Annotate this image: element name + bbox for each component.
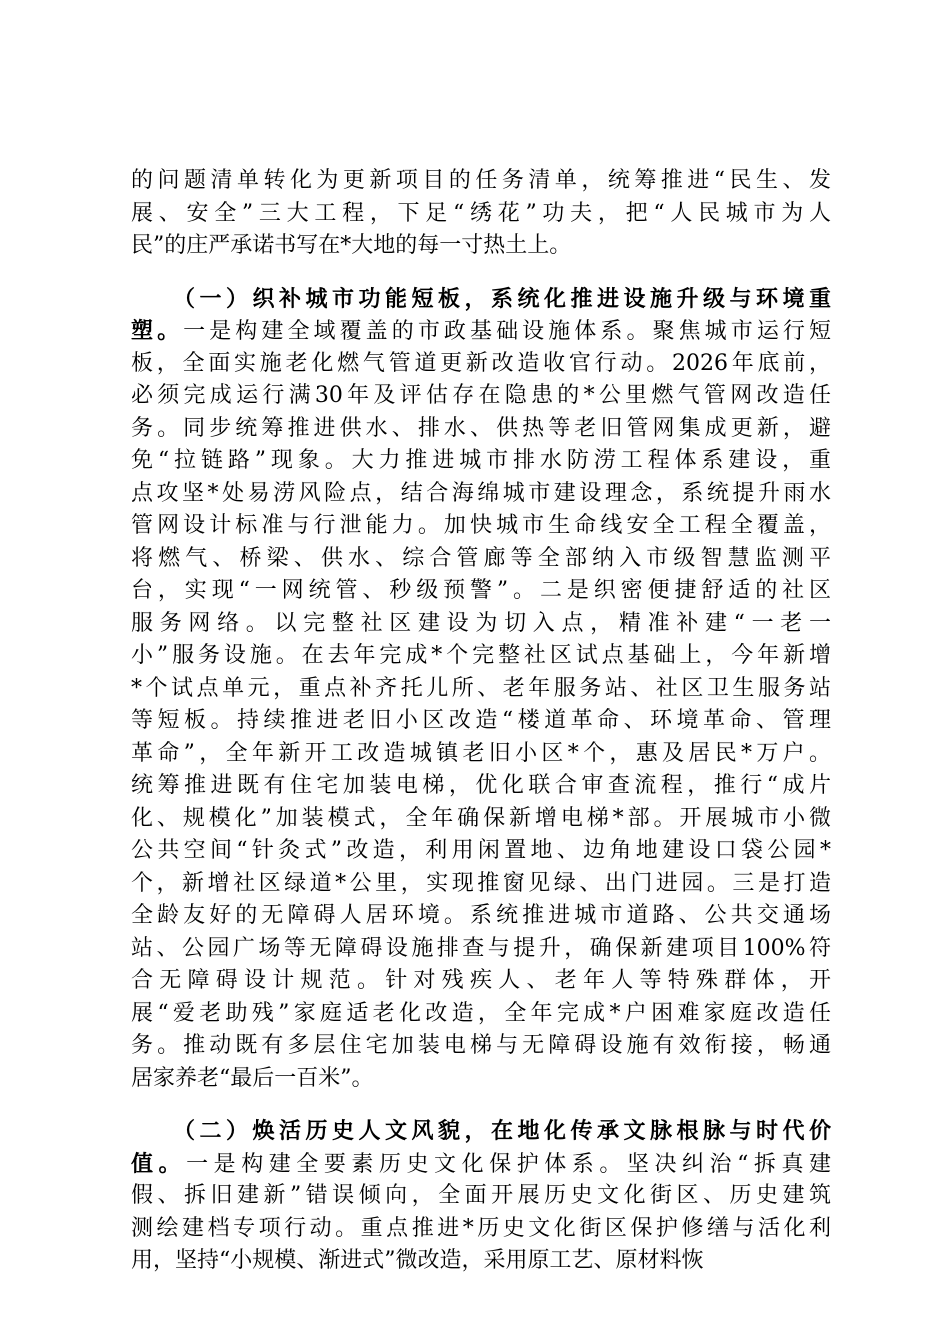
body-text: 公共空间“针灸式”改造，利用闲置地、边角地建设口袋公园* bbox=[131, 838, 831, 863]
body-text: 服务网络。以完整社区建设为切入点，精准补建“一老一 bbox=[131, 610, 831, 636]
text-line bbox=[131, 640, 831, 673]
body-text: 等短板。持续推进老旧小区改造“楼道革命、环境革命、管理 bbox=[131, 708, 831, 733]
body-text: 合无障碍设计规范。针对残疾人、老年人等特殊群体，开 bbox=[131, 968, 831, 993]
text-line bbox=[131, 575, 831, 608]
body-text: 用，坚持“小规模、渐进式”微改造，采用原工艺、原材料恢 bbox=[131, 1248, 704, 1273]
text-line bbox=[131, 1063, 831, 1096]
body-text: 化、规模化”加装模式，全年确保新增电梯*部。开展城市小微 bbox=[131, 805, 831, 831]
text-line bbox=[131, 230, 831, 263]
body-text: 点攻坚*处易涝风险点，结合海绵城市建设理念，系统提升雨水 bbox=[131, 480, 831, 506]
body-text: 免“拉链路”现象。大力推进城市排水防涝工程体系建设，重 bbox=[131, 448, 831, 473]
text-line bbox=[131, 348, 831, 381]
body-text: 革命”，全年新开工改造城镇老旧小区*个，惠及居民*万户。 bbox=[131, 740, 831, 766]
text-line bbox=[131, 933, 831, 966]
body-text: 将燃气、桥梁、供水、综合管廊等全部纳入市级智慧监测平 bbox=[131, 545, 831, 571]
text-line bbox=[131, 315, 831, 348]
text-line bbox=[131, 705, 831, 738]
paragraph bbox=[131, 283, 831, 1096]
body-text: 居家养老“最后一百米”。 bbox=[131, 1065, 374, 1091]
body-text: 台，实现“一网统管、秒级预警”。二是织密便捷舒适的社区 bbox=[131, 578, 831, 603]
body-text: 小”服务设施。在去年完成*个完整社区试点基础上，今年新增 bbox=[131, 643, 831, 668]
paragraph bbox=[131, 165, 831, 263]
text-line bbox=[131, 738, 831, 771]
text-line bbox=[131, 380, 831, 413]
body-text: 一是构建全要素历史文化保护体系。坚决纠治“拆真建 bbox=[186, 1151, 831, 1177]
body-text: 站、公园广场等无障碍设施排查与提升，确保新建项目100%符 bbox=[131, 935, 831, 961]
body-text: 全龄友好的无障碍人居环境。系统推进城市道路、公共交通场 bbox=[131, 903, 831, 928]
bold-heading-text: （一）织补城市功能短板，系统化推进设施升级与环境重 bbox=[131, 285, 831, 312]
body-text: 的问题清单转化为更新项目的任务清单，统筹推进“民生、发 bbox=[131, 168, 831, 193]
body-text: 管网设计标准与行泄能力。加快城市生命线安全工程全覆盖， bbox=[131, 513, 831, 538]
body-text: 民”的庄严承诺书写在*大地的每一寸热土上。 bbox=[131, 233, 572, 258]
body-text: 个，新增社区绿道*公里，实现推窗见绿、出门进园。三是打造 bbox=[131, 870, 831, 896]
text-line bbox=[131, 543, 831, 576]
body-text: 假、拆旧建新”错误倾向，全面开展历史文化街区、历史建筑 bbox=[131, 1183, 831, 1208]
text-line bbox=[131, 673, 831, 706]
bold-heading-text: 塑。 bbox=[131, 318, 184, 344]
body-text: 一是构建全域覆盖的市政基础设施体系。聚焦城市运行短 bbox=[183, 319, 831, 344]
body-text: 板，全面实施老化燃气管道更新改造收官行动。2026年底前， bbox=[131, 350, 831, 376]
body-text: 展、安全”三大工程，下足“绣花”功夫，把“人民城市为人 bbox=[131, 200, 831, 226]
text-line bbox=[131, 868, 831, 901]
text-line bbox=[131, 413, 831, 446]
text-line bbox=[131, 965, 831, 998]
text-line bbox=[131, 445, 831, 478]
body-text: *个试点单元，重点补齐托儿所、老年服务站、社区卫生服务站 bbox=[131, 675, 831, 701]
text-line bbox=[131, 1245, 831, 1278]
body-text: 务。同步统筹推进供水、排水、供热等老旧管网集成更新，避 bbox=[131, 415, 831, 441]
paragraph-gap bbox=[131, 1095, 831, 1115]
document-page bbox=[131, 165, 831, 1278]
bold-heading-text: （二）焕活历史人文风貌，在地化传承文脉根脉与时代价 bbox=[131, 1118, 831, 1144]
text-line bbox=[131, 283, 831, 316]
text-line bbox=[131, 1115, 831, 1148]
body-text: 展“爱老助残”家庭适老化改造，全年完成*户困难家庭改造任 bbox=[131, 1000, 831, 1026]
paragraph bbox=[131, 1115, 831, 1278]
text-line bbox=[131, 1180, 831, 1213]
bold-heading-text: 值。 bbox=[131, 1150, 187, 1177]
text-line bbox=[131, 165, 831, 198]
text-line bbox=[131, 998, 831, 1031]
text-line bbox=[131, 803, 831, 836]
text-line bbox=[131, 1148, 831, 1181]
text-line bbox=[131, 478, 831, 511]
text-line bbox=[131, 835, 831, 868]
text-line bbox=[131, 770, 831, 803]
text-line bbox=[131, 510, 831, 543]
body-text: 必须完成运行满30年及评估存在隐患的*公里燃气管网改造任 bbox=[131, 383, 831, 408]
text-line bbox=[131, 900, 831, 933]
text-line bbox=[131, 1030, 831, 1063]
text-line bbox=[131, 608, 831, 641]
body-text: 测绘建档专项行动。重点推进*历史文化街区保护修缮与活化利 bbox=[131, 1215, 831, 1241]
body-text: 统筹推进既有住宅加装电梯，优化联合审查流程，推行“成片 bbox=[131, 773, 831, 798]
text-line bbox=[131, 1213, 831, 1246]
text-line bbox=[131, 198, 831, 231]
body-text: 务。推动既有多层住宅加装电梯与无障碍设施有效衔接，畅通 bbox=[131, 1033, 831, 1058]
paragraph-gap bbox=[131, 263, 831, 283]
